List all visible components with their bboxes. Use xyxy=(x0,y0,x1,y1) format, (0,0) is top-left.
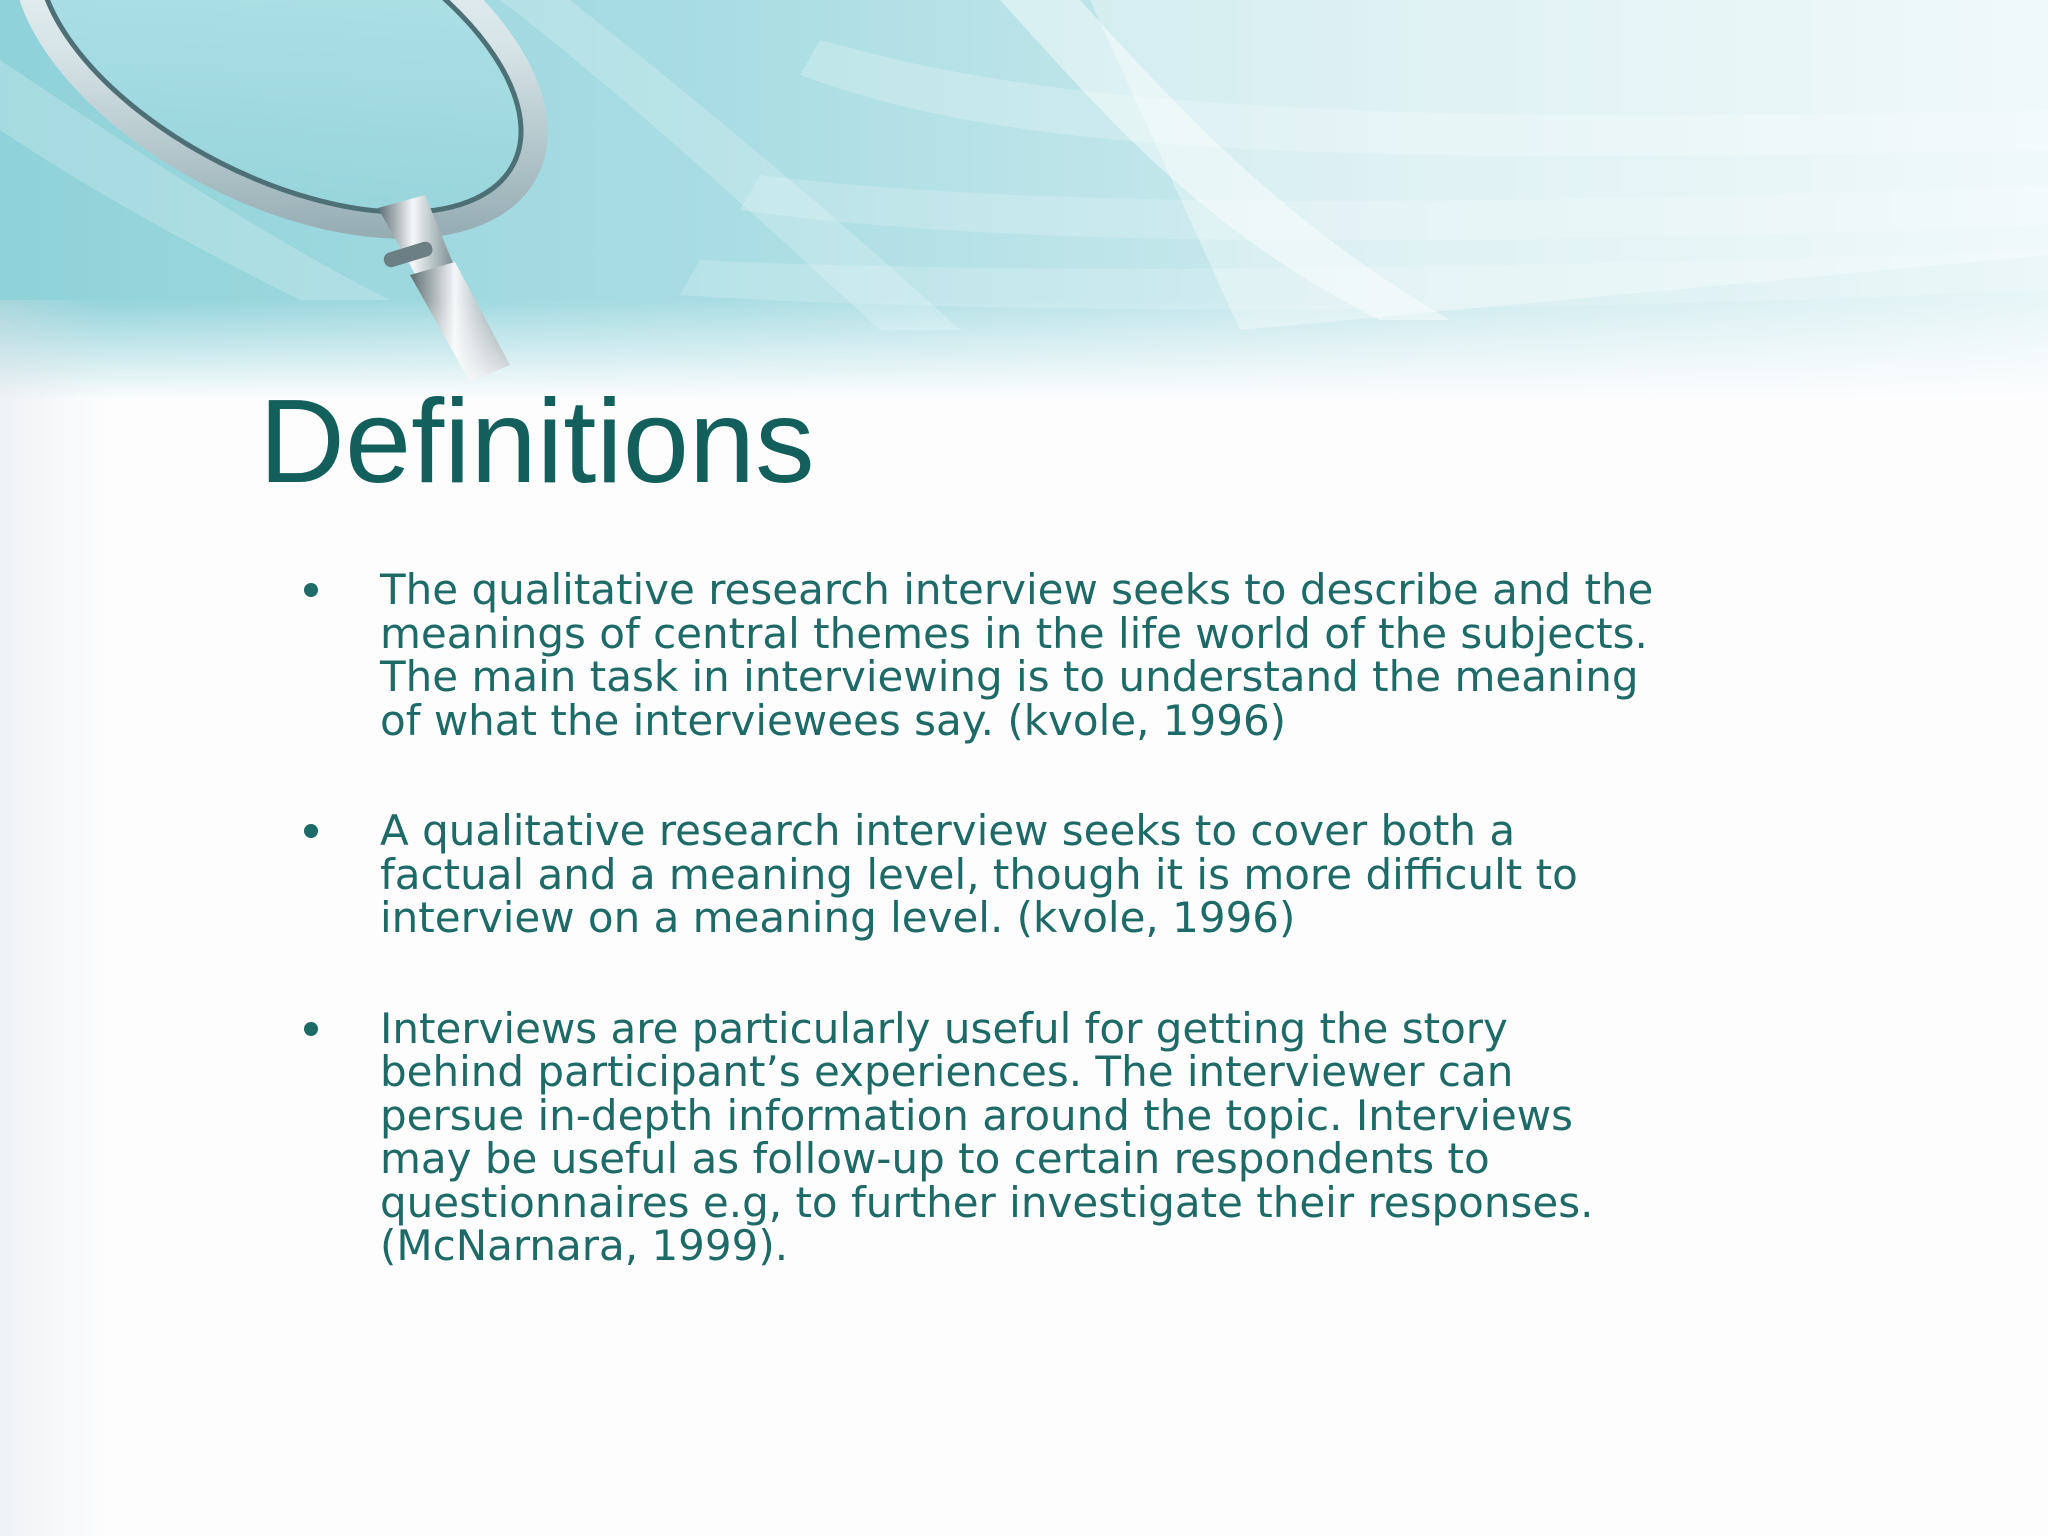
bullet-dot-icon xyxy=(304,583,318,597)
bullet-list xyxy=(300,565,1780,1335)
bullet-dot-icon xyxy=(304,1022,318,1036)
bullet-text-line: A qualitative research interview seeks to cover both a xyxy=(380,806,1516,855)
bullet-text-line: The qualitative research interview seeks to describe and the xyxy=(380,565,1654,614)
header-background-image xyxy=(0,0,2048,400)
bullet-text-line: interview on a meaning level. (kvole, 1996) xyxy=(380,893,1296,942)
header-background-svg xyxy=(0,0,2048,400)
bullet-text-line: persue in-depth information around the topic. Interviews xyxy=(380,1090,1574,1140)
bullet-text-line: meanings of central themes in the life world of the subjects. xyxy=(380,608,1648,658)
bullet-text-line: questionnaires e.g, to further investigate their responses. xyxy=(380,1177,1594,1227)
bullet-text-line: of what the interviewees say. (kvole, 1996) xyxy=(380,695,1287,745)
bullet-dot-icon xyxy=(304,824,318,838)
bullet-text-line: may be useful as follow-up to certain respondents to xyxy=(380,1134,1490,1183)
bullet-text-line: factual and a meaning level, though it is more difficult to xyxy=(380,849,1578,899)
bullet-item xyxy=(300,806,1780,942)
slide-title: Definitions xyxy=(259,375,815,508)
bullet-text-line: Interviews are particularly useful for getting the story xyxy=(380,1003,1508,1053)
bullet-text-line: (McNarnara, 1999). xyxy=(380,1221,789,1270)
bullet-text-line: The main task in interviewing is to understand the meaning xyxy=(380,652,1639,701)
bullet-item xyxy=(300,565,1780,745)
bullet-text-line: behind participant’s experiences. The interviewer can xyxy=(380,1047,1514,1096)
bullet-item xyxy=(300,1003,1780,1270)
left-edge-shade xyxy=(0,300,110,1536)
